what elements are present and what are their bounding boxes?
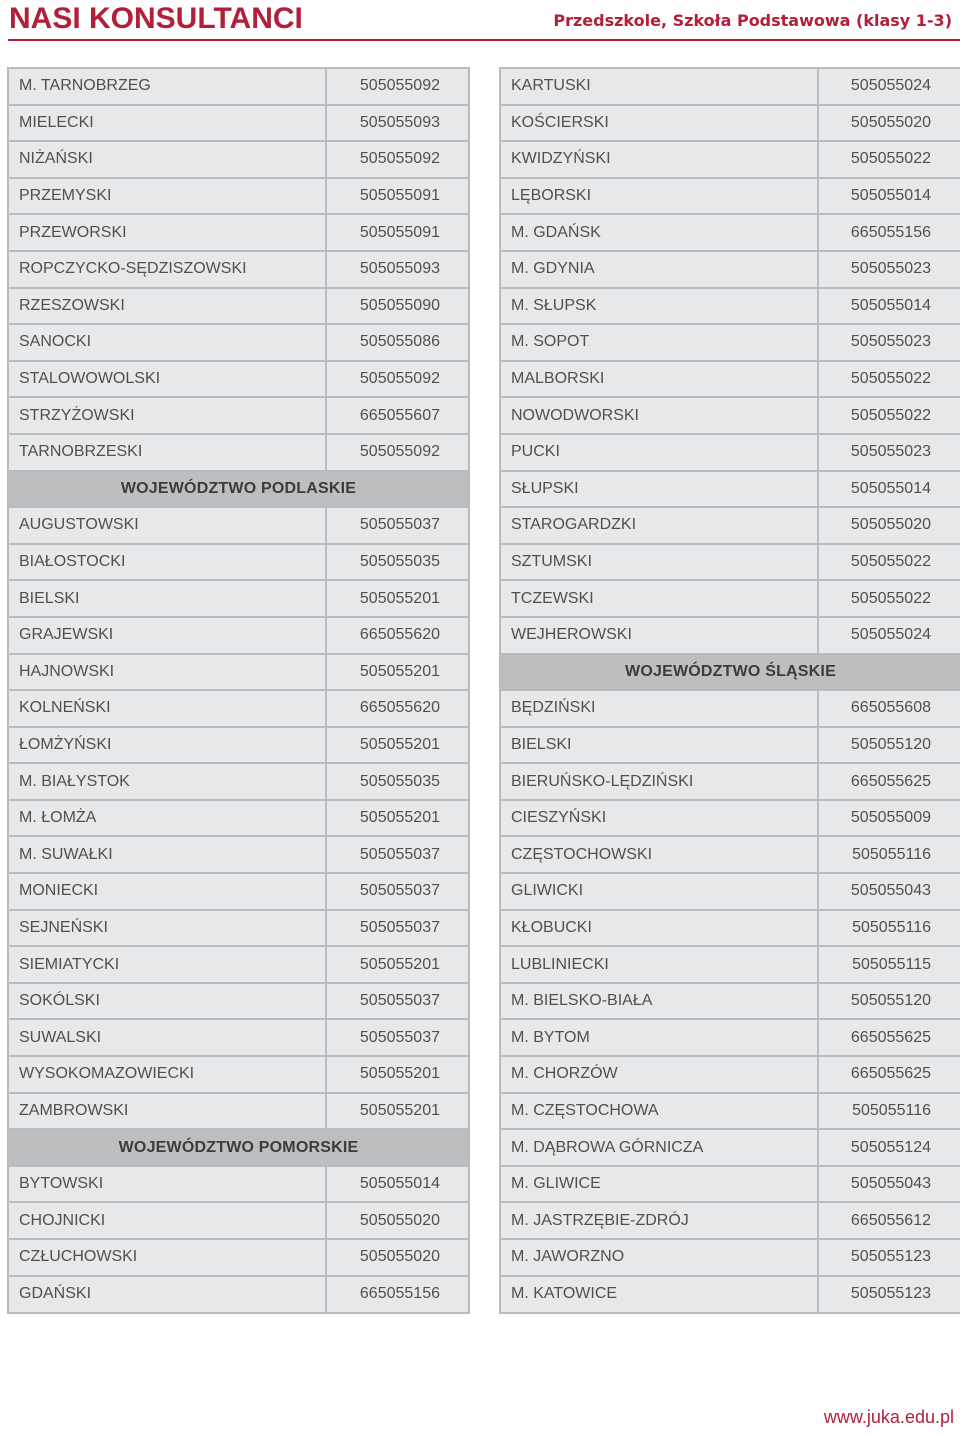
table-row: [9, 508, 468, 545]
table-row: [9, 691, 468, 728]
phone-number: 505055020: [850, 113, 931, 131]
phone-number: 505055123: [850, 1248, 931, 1266]
table-row: [9, 1277, 468, 1312]
phone-number: 505055116: [852, 845, 931, 863]
table-row: [9, 545, 468, 582]
phone-number: 505055201: [359, 662, 440, 680]
phone-number: 505055115: [852, 955, 931, 973]
district-name: CZĘSTOCHOWSKI: [501, 837, 819, 872]
table-row: [9, 325, 468, 362]
table-row: [9, 581, 468, 618]
table-row: [501, 618, 960, 655]
district-name: MONIECKI: [9, 874, 327, 909]
table-row: [501, 1167, 960, 1204]
table-row: [501, 142, 960, 179]
district-name: KARTUSKI: [501, 69, 819, 104]
district-name: WEJHEROWSKI: [501, 618, 819, 653]
district-name: ŁOMŻYŃSKI: [9, 728, 327, 763]
table-row: [9, 984, 468, 1021]
phone-number: 505055201: [359, 1065, 440, 1083]
table-row: [501, 1020, 960, 1057]
table-row: [9, 106, 468, 143]
phone-number: 505055116: [852, 1101, 931, 1119]
table-row: [501, 874, 960, 911]
district-name: TARNOBRZESKI: [9, 435, 327, 470]
table-row: [9, 764, 468, 801]
table-row: [501, 764, 960, 801]
table-row: [9, 398, 468, 435]
phone-number: 505055092: [359, 370, 440, 388]
phone-number: 665055625: [850, 1028, 931, 1046]
table-row: [9, 837, 468, 874]
phone-number: 505055009: [850, 809, 931, 827]
district-name: MIELECKI: [9, 106, 327, 141]
phone-number: 665055620: [359, 699, 440, 717]
phone-number: 505055201: [359, 589, 440, 607]
phone-number: 505055201: [359, 809, 440, 827]
table-row: [9, 362, 468, 399]
phone-number: 505055037: [359, 1028, 440, 1046]
table-row: [501, 801, 960, 838]
table-row: [9, 215, 468, 252]
phone-number: 505055086: [359, 333, 440, 351]
phone-number: 505055120: [850, 735, 931, 753]
table-row: [9, 1057, 468, 1094]
phone-number: 505055037: [359, 992, 440, 1010]
table-row: [9, 655, 468, 692]
table-row: [501, 435, 960, 472]
table-row: [9, 435, 468, 472]
table-row: [9, 69, 468, 106]
district-name: M. BYTOM: [501, 1020, 819, 1055]
district-name: M. JASTRZĘBIE-ZDRÓJ: [501, 1203, 819, 1238]
table-row: [9, 1240, 468, 1277]
phone-number: 505055024: [850, 626, 931, 644]
phone-number: 505055093: [359, 260, 440, 278]
voivodeship-header-label: WOJEWÓDZTWO PODLASKIE: [120, 479, 357, 497]
phone-number: 505055123: [850, 1285, 931, 1303]
district-name: SZTUMSKI: [501, 545, 819, 580]
phone-number: 505055020: [359, 1248, 440, 1266]
table-row: [501, 984, 960, 1021]
phone-number: 665055608: [850, 699, 931, 717]
district-name: RZESZOWSKI: [9, 289, 327, 324]
phone-number: 505055092: [359, 150, 440, 168]
district-name: SOKÓLSKI: [9, 984, 327, 1019]
district-name: M. KATOWICE: [501, 1277, 819, 1312]
table-row: [501, 325, 960, 362]
phone-number: 505055035: [359, 772, 440, 790]
table-row: [501, 362, 960, 399]
phone-number: 665055620: [359, 626, 440, 644]
phone-number: 505055092: [359, 443, 440, 461]
district-name: M. SOPOT: [501, 325, 819, 360]
phone-number: 665055625: [850, 1065, 931, 1083]
district-name: AUGUSTOWSKI: [9, 508, 327, 543]
phone-number: 505055037: [359, 516, 440, 534]
table-row: [501, 1057, 960, 1094]
phone-number: 505055020: [850, 516, 931, 534]
district-name: ZAMBROWSKI: [9, 1094, 327, 1129]
table-row: [501, 106, 960, 143]
table-row: [501, 252, 960, 289]
table-row: [501, 1203, 960, 1240]
phone-number: 505055092: [359, 77, 440, 95]
phone-number: 505055043: [850, 1175, 931, 1193]
district-name: LĘBORSKI: [501, 179, 819, 214]
table-row: [9, 618, 468, 655]
table-row: [9, 728, 468, 765]
district-name: M. CHORZÓW: [501, 1057, 819, 1092]
district-name: CHOJNICKI: [9, 1203, 327, 1238]
phone-number: 505055022: [850, 589, 931, 607]
district-name: CIESZYŃSKI: [501, 801, 819, 836]
district-name: HAJNOWSKI: [9, 655, 327, 690]
district-name: STALOWOWOLSKI: [9, 362, 327, 397]
phone-number: 505055014: [359, 1175, 440, 1193]
table-row: [9, 947, 468, 984]
table-row: [9, 1020, 468, 1057]
table-row: [9, 874, 468, 911]
voivodeship-header-label: WOJEWÓDZTWO ŚLĄSKIE: [625, 662, 836, 680]
table-row: [501, 179, 960, 216]
phone-number: 505055037: [359, 845, 440, 863]
table-row: [9, 179, 468, 216]
phone-number: 505055023: [850, 443, 931, 461]
table-row: [501, 215, 960, 252]
district-name: TCZEWSKI: [501, 581, 819, 616]
district-name: GDAŃSKI: [9, 1277, 327, 1312]
consultants-table-right: [499, 67, 960, 1314]
phone-number: 505055201: [359, 735, 440, 753]
consultants-table-left: [7, 67, 470, 1314]
district-name: M. BIELSKO-BIAŁA: [501, 984, 819, 1019]
page-subtitle: Przedszkole, Szkoła Podstawowa (klasy 1-3): [553, 11, 952, 30]
table-row: [9, 252, 468, 289]
district-name: M. JAWORZNO: [501, 1240, 819, 1275]
district-name: KŁOBUCKI: [501, 911, 819, 946]
district-name: BĘDZIŃSKI: [501, 691, 819, 726]
phone-number: 505055022: [850, 150, 931, 168]
phone-number: 505055022: [850, 370, 931, 388]
district-name: WYSOKOMAZOWIECKI: [9, 1057, 327, 1092]
district-name: M. GDAŃSK: [501, 215, 819, 250]
phone-number: 505055091: [359, 223, 440, 241]
voivodeship-header-label: WOJEWÓDZTWO POMORSKIE: [118, 1138, 359, 1156]
phone-number: 505055037: [359, 882, 440, 900]
table-row: [9, 911, 468, 948]
table-row: [501, 1130, 960, 1167]
table-row: [9, 142, 468, 179]
phone-number: 505055116: [852, 918, 931, 936]
table-row: [501, 398, 960, 435]
table-row: [501, 911, 960, 948]
phone-number: 505055124: [850, 1138, 931, 1156]
table-row: [501, 1094, 960, 1131]
district-name: GLIWICKI: [501, 874, 819, 909]
district-name: PRZEMYSKI: [9, 179, 327, 214]
table-row: [9, 1094, 468, 1131]
phone-number: 505055043: [850, 882, 931, 900]
district-name: M. SŁUPSK: [501, 289, 819, 324]
phone-number: 505055014: [850, 187, 931, 205]
phone-number: 665055625: [850, 772, 931, 790]
district-name: SUWALSKI: [9, 1020, 327, 1055]
district-name: SIEMIATYCKI: [9, 947, 327, 982]
district-name: MALBORSKI: [501, 362, 819, 397]
phone-number: 505055093: [359, 113, 440, 131]
district-name: BYTOWSKI: [9, 1167, 327, 1202]
district-name: M. SUWAŁKI: [9, 837, 327, 872]
phone-number: 505055091: [359, 187, 440, 205]
district-name: CZŁUCHOWSKI: [9, 1240, 327, 1275]
phone-number: 505055014: [850, 479, 931, 497]
district-name: PRZEWORSKI: [9, 215, 327, 250]
table-row: [501, 947, 960, 984]
table-row: [501, 837, 960, 874]
district-name: NIŻAŃSKI: [9, 142, 327, 177]
table-row: [501, 1277, 960, 1312]
phone-number: 505055201: [359, 955, 440, 973]
phone-number: 505055120: [850, 992, 931, 1010]
district-name: GRAJEWSKI: [9, 618, 327, 653]
district-name: ROPCZYCKO-SĘDZISZOWSKI: [9, 252, 327, 287]
phone-number: 665055612: [850, 1211, 931, 1229]
phone-number: 505055201: [359, 1101, 440, 1119]
voivodeship-header: [9, 472, 468, 509]
phone-number: 665055156: [359, 1285, 440, 1303]
district-name: KOLNEŃSKI: [9, 691, 327, 726]
table-row: [501, 1240, 960, 1277]
district-name: PUCKI: [501, 435, 819, 470]
table-row: [501, 545, 960, 582]
district-name: M. TARNOBRZEG: [9, 69, 327, 104]
district-name: M. ŁOMŻA: [9, 801, 327, 836]
district-name: KWIDZYŃSKI: [501, 142, 819, 177]
district-name: STRZYŻOWSKI: [9, 398, 327, 433]
table-row: [501, 472, 960, 509]
district-name: SŁUPSKI: [501, 472, 819, 507]
district-name: STAROGARDZKI: [501, 508, 819, 543]
district-name: LUBLINIECKI: [501, 947, 819, 982]
voivodeship-header: [501, 655, 960, 692]
table-row: [9, 1203, 468, 1240]
phone-number: 505055020: [359, 1211, 440, 1229]
table-row: [9, 289, 468, 326]
phone-number: 665055156: [850, 223, 931, 241]
table-row: [501, 691, 960, 728]
district-name: BIELSKI: [501, 728, 819, 763]
table-row: [501, 289, 960, 326]
title-divider: [8, 39, 960, 41]
district-name: M. BIAŁYSTOK: [9, 764, 327, 799]
phone-number: 505055023: [850, 333, 931, 351]
page-title: NASI KONSULTANCI: [9, 2, 303, 35]
phone-number: 505055024: [850, 77, 931, 95]
district-name: M. GLIWICE: [501, 1167, 819, 1202]
district-name: M. DĄBROWA GÓRNICZA: [501, 1130, 819, 1165]
table-row: [9, 801, 468, 838]
district-name: SANOCKI: [9, 325, 327, 360]
table-row: [501, 581, 960, 618]
district-name: M. GDYNIA: [501, 252, 819, 287]
district-name: SEJNEŃSKI: [9, 911, 327, 946]
district-name: KOŚCIERSKI: [501, 106, 819, 141]
phone-number: 505055037: [359, 918, 440, 936]
table-row: [9, 1167, 468, 1204]
phone-number: 505055022: [850, 553, 931, 571]
table-row: [501, 508, 960, 545]
phone-number: 505055090: [359, 296, 440, 314]
voivodeship-header: [9, 1130, 468, 1167]
district-name: BIERUŃSKO-LĘDZIŃSKI: [501, 764, 819, 799]
phone-number: 505055023: [850, 260, 931, 278]
footer-website-link[interactable]: www.juka.edu.pl: [823, 1407, 954, 1427]
district-name: BIAŁOSTOCKI: [9, 545, 327, 580]
district-name: BIELSKI: [9, 581, 327, 616]
phone-number: 505055014: [850, 296, 931, 314]
table-row: [501, 69, 960, 106]
district-name: NOWODWORSKI: [501, 398, 819, 433]
table-row: [501, 728, 960, 765]
phone-number: 505055035: [359, 553, 440, 571]
phone-number: 505055022: [850, 406, 931, 424]
district-name: M. CZĘSTOCHOWA: [501, 1094, 819, 1129]
phone-number: 665055607: [359, 406, 440, 424]
